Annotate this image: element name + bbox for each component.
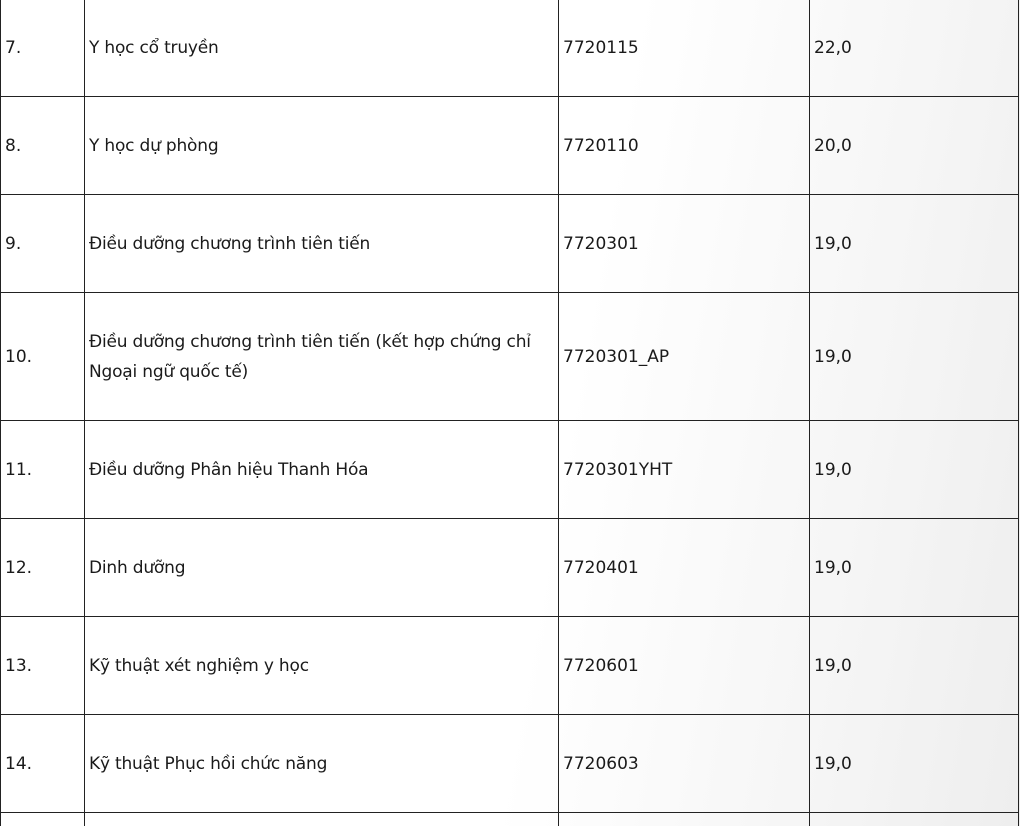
row-number: 12.: [1, 519, 85, 617]
row-number: 8.: [1, 97, 85, 195]
row-number: 11.: [1, 421, 85, 519]
program-name: Kỹ thuật Phục hồi chức năng: [85, 715, 559, 813]
cutoff-score: 19,0: [810, 293, 1019, 421]
program-name: Y học dự phòng: [85, 97, 559, 195]
table-row-partial: [1, 813, 1019, 826]
cutoff-score: 19,0: [810, 421, 1019, 519]
row-number: 9.: [1, 195, 85, 293]
program-name: Dinh dưỡng: [85, 519, 559, 617]
cutoff-score: 20,0: [810, 97, 1019, 195]
row-number: 7.: [1, 0, 85, 97]
table-row: [1, 421, 1019, 519]
program-name: Điều dưỡng chương trình tiên tiến (kết hợp chứng chỉ Ngoại ngữ quốc tế): [85, 293, 559, 421]
table-row: [1, 715, 1019, 813]
program-code: 7720301YHT: [559, 421, 810, 519]
table-row: [1, 293, 1019, 421]
table-row: [1, 97, 1019, 195]
program-name: Điều dưỡng chương trình tiên tiến: [85, 195, 559, 293]
cutoff-score: 22,0: [810, 0, 1019, 97]
program-code: 7720301_AP: [559, 293, 810, 421]
program-code: 7720603: [559, 715, 810, 813]
program-name: Điều dưỡng Phân hiệu Thanh Hóa: [85, 421, 559, 519]
cutoff-score: 19,0: [810, 617, 1019, 715]
table-row: [1, 195, 1019, 293]
cutoff-score: [810, 813, 1019, 826]
table-row: [1, 617, 1019, 715]
row-number: [1, 813, 85, 826]
cutoff-score: 19,0: [810, 519, 1019, 617]
table-row: [1, 519, 1019, 617]
program-code: 7720601: [559, 617, 810, 715]
row-number: 10.: [1, 293, 85, 421]
program-name: Kỹ thuật xét nghiệm y học: [85, 617, 559, 715]
table-row: [1, 0, 1019, 97]
program-name: [85, 813, 559, 826]
program-code: 7720110: [559, 97, 810, 195]
cutoff-score: 19,0: [810, 715, 1019, 813]
cutoff-score: 19,0: [810, 195, 1019, 293]
program-code: 7720301: [559, 195, 810, 293]
program-name: Y học cổ truyền: [85, 0, 559, 97]
program-code: [559, 813, 810, 826]
row-number: 13.: [1, 617, 85, 715]
program-code: 7720115: [559, 0, 810, 97]
program-code: 7720401: [559, 519, 810, 617]
row-number: 14.: [1, 715, 85, 813]
